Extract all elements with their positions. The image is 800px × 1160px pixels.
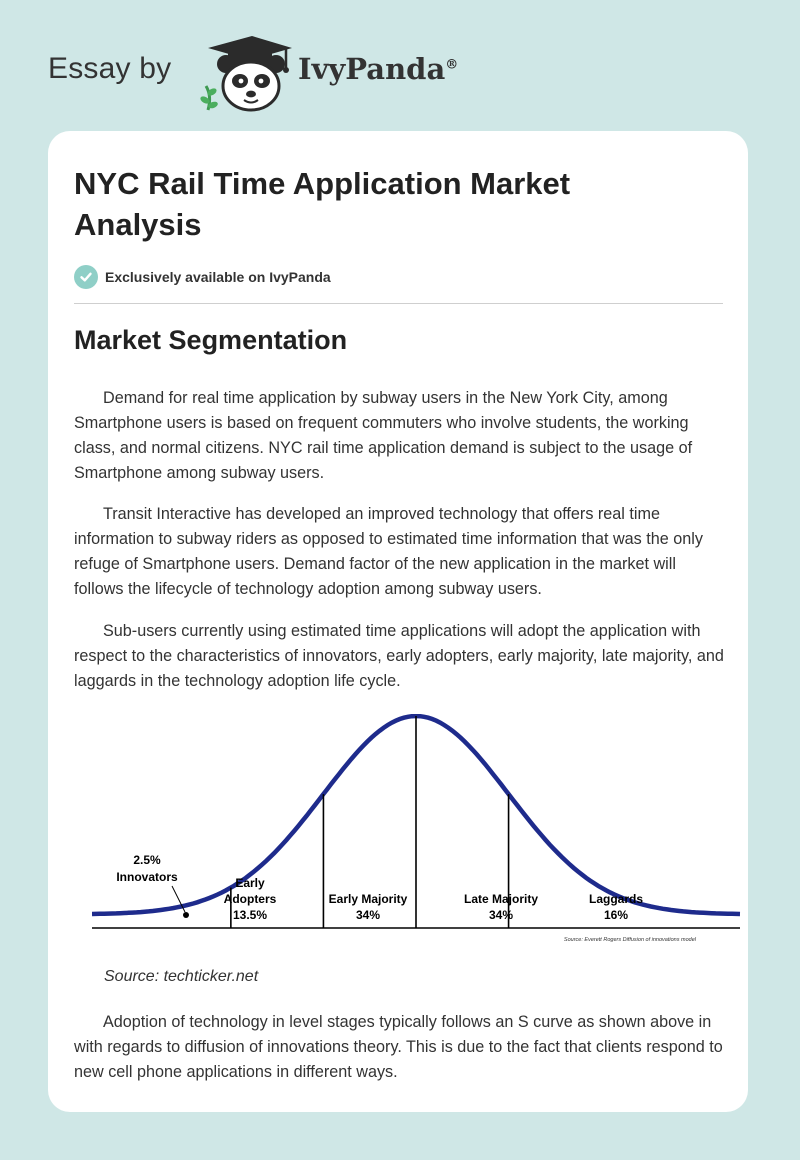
article-card [48,131,748,1112]
brand-name-text: IvyPanda [298,52,446,86]
early-adopters-label-line1: Early [235,876,265,890]
brand-header[interactable] [48,34,508,114]
laggards-label: Laggards [588,892,644,906]
innovators-label: Innovators [116,870,178,884]
figure-source: Source: techticker.net [104,968,259,985]
paragraph-1: Demand for real time application by subway users in the New York City, among Smartphone users is based on frequent commuters who involve students, the working class, and normal citizens. NYC rail time application demand is subject to the usage of Smartphone among subway users. [74,389,693,482]
panda-logo-icon [200,34,292,114]
exclusive-badge [74,264,331,290]
divider [74,303,723,304]
early-adopters-pct-label: 13.5% [232,908,268,922]
early-adopters-label-line2: Adopters [223,892,277,906]
exclusive-text: Exclusively available on IvyPanda [105,269,331,285]
paragraph-3: Sub-users currently using estimated time applications will adopt the application with respect to the characteristics of innovators, early adopters, early majority, late majority, and laggards in the technology adoption life cycle. [74,622,724,690]
registered-mark: ® [445,57,459,73]
late-majority-pct-label: 34% [488,908,514,922]
early-majority-pct-label: 34% [355,908,381,922]
late-majority-label: Late Majority [463,892,539,906]
laggards-pct-label: 16% [603,908,629,922]
innovators-pointer-dot [183,912,189,918]
checkmark-icon [74,265,98,289]
paragraph-2: Transit Interactive has developed an improved technology that offers real time information to subway riders as opposed to estimated time information that was the only refuge of Smartphone users. Demand factor of the new application in the market will follows the lifecycle of technology adoption among subway users. [74,505,703,598]
essay-by-label: Essay by [48,52,172,85]
innovators-pct-label: 2.5% [133,853,161,867]
closing-paragraph: Adoption of technology in level stages typically follows an S curve as shown above in with regards to diffusion of innovations theory. This is due to the fact that clients respond to new cell phone applications in different ways. [74,1013,723,1081]
section-heading: Market Segmentation [74,325,348,355]
chart-caption: Source: Everett Rogers Diffusion of innovations model [563,937,696,943]
brand-name [298,52,458,86]
page-title: NYC Rail Time Application Market Analysis [74,166,571,242]
early-majority-label: Early Majority [328,892,408,906]
adoption-curve-chart [92,714,742,946]
